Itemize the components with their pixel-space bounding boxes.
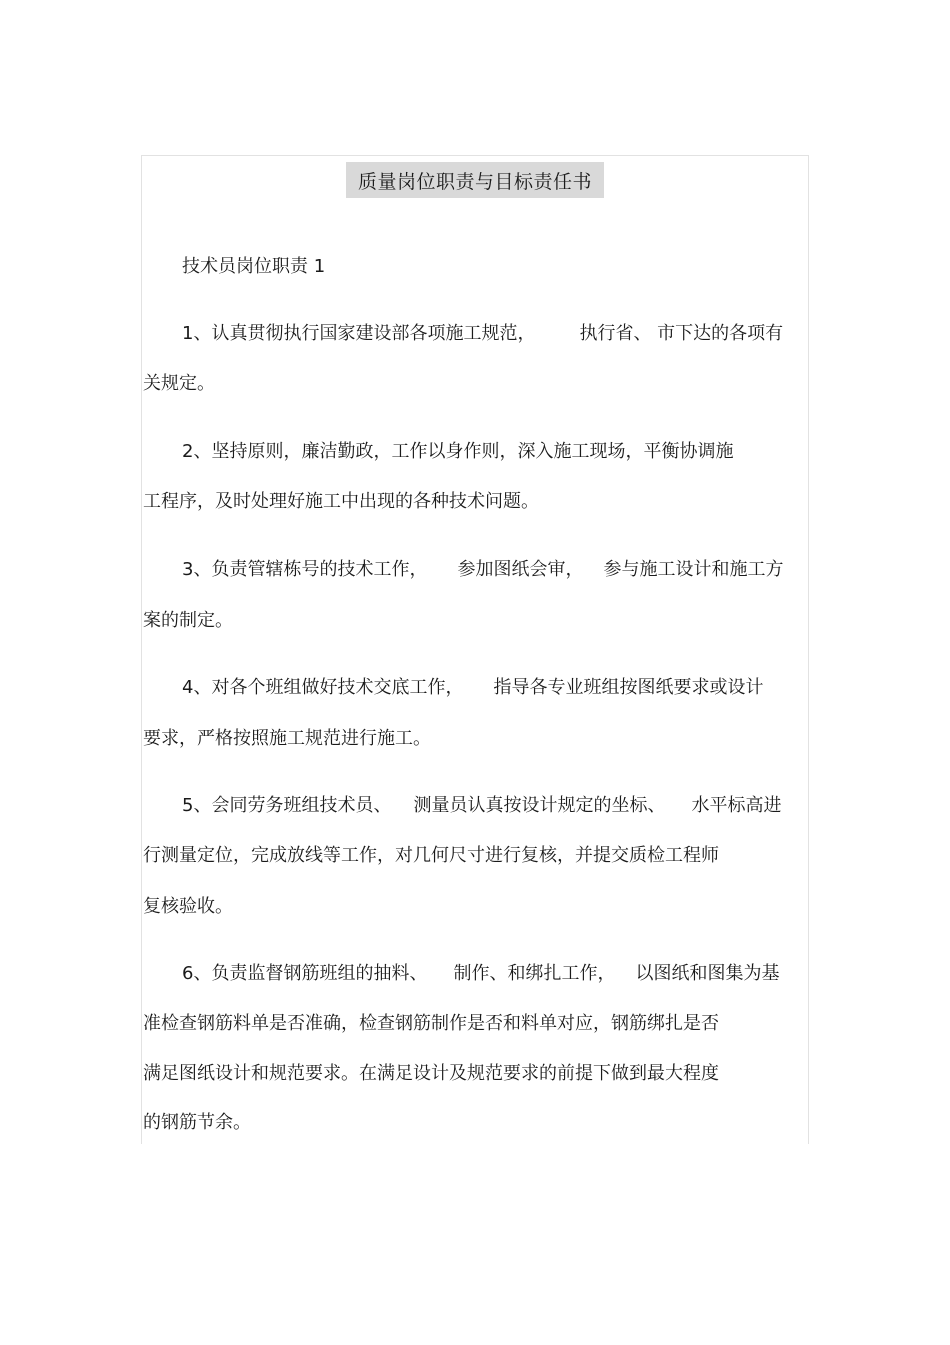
- clause-4-line-1-part-1: 4、对各个班组做好技术交底工作，: [182, 677, 464, 698]
- clause-6-line-3: 满足图纸设计和规范要求。在满足设计及规范要求的前提下做到最大程度: [143, 1063, 719, 1084]
- clause-6-line-1-part-3: 以图纸和图集为基: [635, 963, 780, 984]
- clause-6-line-1-part-2: 制作、和绑扎工作，: [453, 963, 616, 984]
- clause-6-line-1-part-1: 6、负责监督钢筋班组的抽料、: [182, 963, 428, 984]
- clause-3-line-1-part-3: 参与施工设计和施工方: [603, 559, 784, 580]
- document-title-text: 质量岗位职责与目标责任书: [357, 170, 592, 193]
- clause-5-line-1-part-2: 测量员认真按设计规定的坐标、: [413, 795, 666, 816]
- clause-6-line-2: 准检查钢筋料单是否准确，检查钢筋制作是否和料单对应，钢筋绑扎是否: [143, 1013, 719, 1034]
- clause-1-line-1-part-2: 执行省、 市下达的各项有: [579, 323, 784, 344]
- clause-3-line-1-part-1: 3、负责管辖栋号的技术工作，: [182, 559, 428, 580]
- page-frame: [141, 155, 809, 1144]
- clause-3-line-2: 案的制定。: [143, 610, 233, 631]
- clause-4-line-1-part-2: 指导各专业班组按图纸要求或设计: [493, 677, 764, 698]
- clause-2-line-2: 工程序，及时处理好施工中出现的各种技术问题。: [143, 491, 539, 512]
- clause-1-line-1-part-1: 1、认真贯彻执行国家建设部各项施工规范，: [182, 323, 536, 344]
- clause-5-line-1: [182, 794, 781, 818]
- section-heading: 技术员岗位职责 1: [182, 256, 326, 277]
- clause-5-line-1-part-3: 水平标高进: [691, 795, 782, 816]
- clause-4-line-2: 要求，严格按照施工规范进行施工。: [143, 728, 431, 749]
- clause-1-line-2: 关规定。: [143, 373, 215, 394]
- clause-5-line-1-part-1: 5、会同劳务班组技术员、: [182, 795, 392, 816]
- clause-5-line-3: 复核验收。: [143, 896, 233, 917]
- clause-3-line-1-part-2: 参加图纸会审，: [457, 559, 584, 580]
- clause-6-line-4: 的钢筋节余。: [143, 1112, 251, 1133]
- document-title: [346, 162, 604, 198]
- clause-1-line-1: [182, 322, 783, 346]
- clause-3-line-1: [182, 558, 783, 582]
- clause-2-line-1: 2、坚持原则，廉洁勤政，工作以身作则，深入施工现场，平衡协调施: [182, 441, 734, 462]
- clause-5-line-2: 行测量定位，完成放线等工作，对几何尺寸进行复核，并提交质检工程师: [143, 845, 719, 866]
- clause-6-line-1: [182, 962, 779, 986]
- clause-4-line-1: [182, 676, 763, 700]
